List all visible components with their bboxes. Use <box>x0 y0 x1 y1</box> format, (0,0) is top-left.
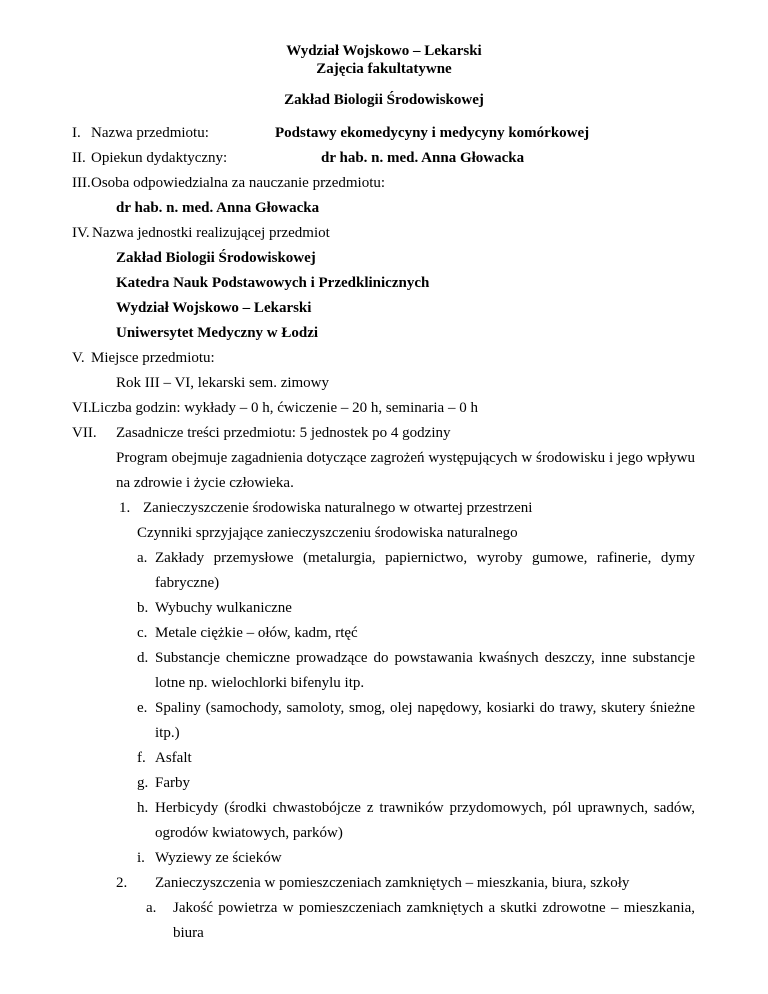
list-item: Wybuchy wulkaniczne <box>155 600 292 616</box>
list-item: Jakość powietrza w pomieszczeniach zamkniętych a skutki zdrowotne – mieszkania, <box>173 900 695 916</box>
section-5-label: Miejsce przedmiotu: <box>91 350 215 366</box>
topic-1-title: Zanieczyszczenie środowiska naturalnego w otwartej przestrzeni <box>143 500 533 516</box>
list-item-letter: i. <box>137 850 145 866</box>
list-item: Substancje chemiczne prowadzące do powstawania kwaśnych deszczy, inne substancje <box>155 650 695 666</box>
list-item-cont: itp.) <box>155 725 180 741</box>
section-4-label: Nazwa jednostki realizującej przedmiot <box>92 225 330 241</box>
list-item: Metale ciężkie – ołów, kadm, rtęć <box>155 625 358 641</box>
list-item-letter: d. <box>137 650 149 666</box>
section-1-label: Nazwa przedmiotu: <box>91 125 209 141</box>
list-item-letter: b. <box>137 600 149 616</box>
topic-1-intro: Czynniki sprzyjające zanieczyszczeniu środowiska naturalnego <box>137 525 518 541</box>
unit-line: Wydział Wojskowo – Lekarski <box>116 300 312 316</box>
section-7-label: Zasadnicze treści przedmiotu: 5 jednostek po 4 godziny <box>116 425 451 441</box>
list-item-letter: h. <box>137 800 149 816</box>
section-3-number: III. <box>72 175 91 191</box>
section-6-number: VI. <box>72 400 92 416</box>
course-supervisor: dr hab. n. med. Anna Głowacka <box>321 150 525 166</box>
course-name: Podstawy ekomedycyny i medycyny komórkowej <box>275 125 590 141</box>
section-5-number: V. <box>72 350 85 366</box>
list-item-letter: a. <box>146 900 157 916</box>
list-item: Spaliny (samochody, samoloty, smog, olej napędowy, kosiarki do trawy, skutery śnieżne <box>155 700 695 716</box>
list-item-letter: e. <box>137 700 148 716</box>
topic-2-title: Zanieczyszczenia w pomieszczeniach zamkniętych – mieszkania, biura, szkoły <box>155 875 630 891</box>
list-item: Zakłady przemysłowe (metalurgia, papiernictwo, wyroby gumowe, rafinerie, dymy <box>155 550 695 566</box>
list-item-cont: biura <box>173 925 204 941</box>
topic-2-number: 2. <box>116 875 128 891</box>
unit-line: Uniwersytet Medyczny w Łodzi <box>116 325 319 341</box>
course-placement: Rok III – VI, lekarski sem. zimowy <box>116 375 330 391</box>
responsible-person: dr hab. n. med. Anna Głowacka <box>116 200 320 216</box>
faculty-title: Wydział Wojskowo – Lekarski <box>286 43 482 59</box>
list-item-letter: a. <box>137 550 148 566</box>
list-item-cont: ogrodów kwiatowych, parków) <box>155 825 343 841</box>
topic-1-number: 1. <box>119 500 131 516</box>
program-description-cont: na zdrowie i życie człowieka. <box>116 475 294 491</box>
list-item-letter: g. <box>137 775 149 791</box>
list-item-cont: fabryczne) <box>155 575 220 591</box>
program-description: Program obejmuje zagadnienia dotyczące zagrożeń występujących w środowisku i jego wpływu <box>116 450 695 466</box>
unit-line: Katedra Nauk Podstawowych i Przedklinicznych <box>116 275 430 291</box>
section-7-number: VII. <box>72 425 97 441</box>
list-item-cont: lotne np. wielochlorki bifenylu itp. <box>155 675 365 691</box>
list-item: Herbicydy (środki chwastobójcze z trawników przydomowych, pól uprawnych, sadów, <box>155 800 695 816</box>
section-2-number: II. <box>72 150 86 166</box>
list-item: Farby <box>155 775 190 791</box>
section-4-number: IV. <box>72 225 90 241</box>
unit-line: Zakład Biologii Środowiskowej <box>116 250 316 266</box>
list-item-letter: f. <box>137 750 146 766</box>
hours-breakdown: Liczba godzin: wykłady – 0 h, ćwiczenie – 20 h, seminaria – 0 h <box>91 400 478 416</box>
section-1-number: I. <box>72 125 81 141</box>
list-item: Asfalt <box>155 750 192 766</box>
list-item-letter: c. <box>137 625 148 641</box>
course-type: Zajęcia fakultatywne <box>316 61 452 77</box>
section-3-label: Osoba odpowiedzialna za nauczanie przedmiotu: <box>91 175 386 191</box>
list-item: Wyziewy ze ścieków <box>155 850 282 866</box>
department-title: Zakład Biologii Środowiskowej <box>284 92 484 108</box>
section-2-label: Opiekun dydaktyczny: <box>91 150 228 166</box>
